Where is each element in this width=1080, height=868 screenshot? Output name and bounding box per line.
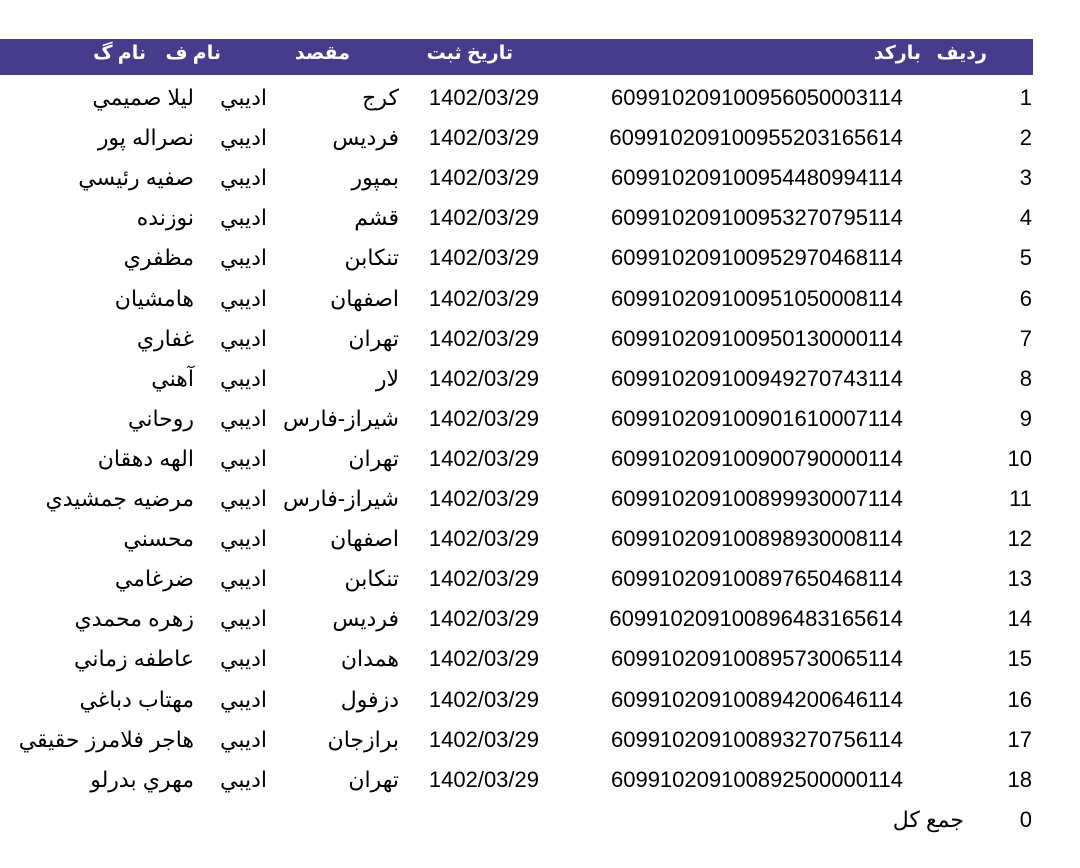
cell-destination[interactable]: بمپور (351, 165, 399, 190)
cell-last-name[interactable]: صفيه رئيسي (78, 165, 194, 190)
table-row (0, 479, 1080, 519)
cell-first-name[interactable]: اديبي (219, 125, 267, 150)
cell-last-name[interactable]: روحاني (127, 406, 194, 431)
cell-date[interactable]: 1402/03/29 (428, 526, 539, 551)
cell-last-name[interactable]: عاطفه زماني (74, 646, 194, 671)
cell-date[interactable]: 1402/03/29 (428, 486, 539, 511)
cell-first-name[interactable]: اديبي (219, 85, 267, 110)
cell-destination[interactable]: اصفهان (330, 286, 399, 311)
cell-first-name[interactable]: اديبي (219, 486, 267, 511)
cell-destination[interactable]: شيراز-فارس (283, 406, 399, 431)
cell-last-name[interactable]: ضرغامي (114, 566, 194, 591)
table-row (0, 720, 1080, 760)
cell-destination[interactable]: فرديس (332, 606, 399, 631)
cell-radif[interactable]: 6 (1019, 286, 1032, 311)
total-value[interactable]: 0 (1019, 807, 1032, 832)
cell-barcode[interactable]: 609910209100952970468114 (610, 245, 903, 270)
cell-date[interactable]: 1402/03/29 (428, 85, 539, 110)
table-row (0, 279, 1080, 319)
cell-last-name[interactable]: محسني (123, 526, 194, 551)
cell-date[interactable]: 1402/03/29 (428, 326, 539, 351)
cell-barcode[interactable]: 609910209100951050008114 (610, 286, 903, 311)
cell-first-name[interactable]: اديبي (219, 446, 267, 471)
cell-first-name[interactable]: اديبي (219, 245, 267, 270)
table-row (0, 238, 1080, 278)
cell-barcode[interactable]: 609910209100894200646114 (610, 687, 903, 712)
cell-destination[interactable]: تنكابن (344, 566, 399, 591)
header-last-name[interactable]: نام گ (93, 43, 146, 64)
cell-barcode[interactable]: 609910209100901610007114 (610, 406, 903, 431)
cell-first-name[interactable]: اديبي (219, 165, 267, 190)
cell-barcode[interactable]: 609910209100900790000114 (610, 446, 903, 471)
header-first-name[interactable]: نام ف (165, 43, 221, 64)
cell-radif[interactable]: 2 (1019, 125, 1032, 150)
cell-first-name[interactable]: اديبي (219, 566, 267, 591)
cell-radif[interactable]: 11 (1009, 486, 1032, 511)
cell-radif[interactable]: 3 (1019, 165, 1032, 190)
cell-radif[interactable]: 13 (1007, 566, 1032, 591)
cell-last-name[interactable]: ليلا صميمي (92, 85, 194, 110)
cell-radif[interactable]: 16 (1007, 687, 1032, 712)
table-row (0, 399, 1080, 439)
cell-radif[interactable]: 18 (1007, 767, 1032, 792)
header-barcode[interactable]: بارکد (873, 43, 921, 64)
total-label[interactable]: جمع کل (892, 807, 964, 832)
cell-barcode[interactable]: 609910209100897650468114 (610, 566, 903, 591)
cell-barcode[interactable]: 609910209100896483165614 (609, 606, 903, 631)
table-row (0, 760, 1080, 800)
cell-destination[interactable]: اصفهان (330, 526, 399, 551)
cell-radif[interactable]: 14 (1007, 606, 1032, 631)
cell-date[interactable]: 1402/03/29 (428, 366, 539, 391)
cell-date[interactable]: 1402/03/29 (428, 566, 539, 591)
cell-date[interactable]: 1402/03/29 (428, 646, 539, 671)
cell-destination[interactable]: دزفول (340, 687, 399, 712)
cell-first-name[interactable]: اديبي (219, 526, 267, 551)
cell-date[interactable]: 1402/03/29 (428, 286, 539, 311)
total-row (0, 800, 1080, 840)
cell-radif[interactable]: 4 (1019, 205, 1032, 230)
cell-date[interactable]: 1402/03/29 (428, 205, 539, 230)
cell-date[interactable]: 1402/03/29 (428, 245, 539, 270)
header-destination[interactable]: مقصد (294, 43, 350, 64)
cell-last-name[interactable]: الهه دهقان (97, 446, 194, 471)
cell-last-name[interactable]: آهني (151, 366, 194, 391)
cell-destination[interactable]: تهران (348, 446, 399, 471)
table-row (0, 639, 1080, 679)
table-header (0, 39, 1033, 75)
cell-barcode[interactable]: 609910209100895730065114 (610, 646, 903, 671)
header-radif[interactable]: ردیف (936, 43, 987, 64)
cell-radif[interactable]: 10 (1007, 446, 1032, 471)
cell-barcode[interactable]: 609910209100898930008114 (610, 526, 903, 551)
cell-first-name[interactable]: اديبي (219, 687, 267, 712)
cell-barcode[interactable]: 609910209100899930007114 (610, 486, 903, 511)
cell-first-name[interactable]: اديبي (219, 406, 267, 431)
table-row (0, 680, 1080, 720)
cell-destination[interactable]: برازجان (327, 727, 399, 752)
cell-date[interactable]: 1402/03/29 (428, 406, 539, 431)
table-row (0, 519, 1080, 559)
cell-radif[interactable]: 12 (1007, 526, 1032, 551)
cell-last-name[interactable]: مهتاب دباغي (79, 687, 194, 712)
cell-date[interactable]: 1402/03/29 (428, 165, 539, 190)
cell-barcode[interactable]: 609910209100950130000114 (610, 326, 903, 351)
cell-destination[interactable]: همدان (340, 646, 399, 671)
cell-destination[interactable]: فرديس (332, 125, 399, 150)
cell-date[interactable]: 1402/03/29 (428, 727, 539, 752)
cell-last-name[interactable]: هاجر فلامرز حقيقي (18, 727, 194, 752)
cell-destination[interactable]: کرج (362, 85, 399, 110)
cell-last-name[interactable]: نصراله پور (97, 125, 194, 150)
cell-date[interactable]: 1402/03/29 (428, 125, 539, 150)
cell-date[interactable]: 1402/03/29 (428, 767, 539, 792)
cell-destination[interactable]: تهران (348, 326, 399, 351)
table-row (0, 198, 1080, 238)
cell-last-name[interactable]: زهره محمدي (74, 606, 194, 631)
cell-last-name[interactable]: مهري بدرلو (90, 767, 194, 792)
cell-radif[interactable]: 8 (1019, 366, 1032, 391)
cell-radif[interactable]: 7 (1019, 326, 1032, 351)
cell-date[interactable]: 1402/03/29 (428, 687, 539, 712)
cell-last-name[interactable]: غفاري (136, 326, 194, 351)
cell-barcode[interactable]: 609910209100954480994114 (610, 165, 903, 190)
header-date[interactable]: تاریخ ثبت (426, 43, 513, 64)
cell-date[interactable]: 1402/03/29 (428, 606, 539, 631)
cell-first-name[interactable]: اديبي (219, 366, 267, 391)
table-row (0, 158, 1080, 198)
cell-last-name[interactable]: هامشيان (114, 286, 194, 311)
cell-date[interactable]: 1402/03/29 (428, 446, 539, 471)
cell-first-name[interactable]: اديبي (219, 646, 267, 671)
cell-radif[interactable]: 17 (1007, 727, 1032, 752)
cell-barcode[interactable]: 609910209100955203165614 (609, 125, 903, 150)
cell-destination[interactable]: لار (375, 366, 399, 391)
cell-barcode[interactable]: 609910209100892500000114 (610, 767, 903, 792)
cell-barcode[interactable]: 609910209100893270756114 (610, 727, 903, 752)
cell-first-name[interactable]: اديبي (219, 326, 267, 351)
cell-destination[interactable]: قشم (354, 205, 399, 230)
cell-destination[interactable]: تنكابن (344, 245, 399, 270)
cell-radif[interactable]: 15 (1007, 646, 1032, 671)
cell-barcode[interactable]: 609910209100956050003114 (610, 85, 903, 110)
cell-destination[interactable]: تهران (348, 767, 399, 792)
table-row (0, 359, 1080, 399)
cell-radif[interactable]: 1 (1019, 85, 1032, 110)
table-row (0, 118, 1080, 158)
cell-radif[interactable]: 9 (1019, 406, 1032, 431)
cell-barcode[interactable]: 609910209100949270743114 (610, 366, 903, 391)
cell-first-name[interactable]: اديبي (219, 205, 267, 230)
table-row (0, 439, 1080, 479)
cell-last-name[interactable]: مظفري (123, 245, 194, 270)
cell-destination[interactable]: شيراز-فارس (283, 486, 399, 511)
cell-barcode[interactable]: 609910209100953270795114 (610, 205, 903, 230)
cell-radif[interactable]: 5 (1019, 245, 1032, 270)
cell-first-name[interactable]: اديبي (219, 727, 267, 752)
cell-last-name[interactable]: نوزنده (136, 205, 194, 230)
table-row (0, 559, 1080, 599)
cell-first-name[interactable]: اديبي (219, 286, 267, 311)
cell-first-name[interactable]: اديبي (219, 606, 267, 631)
table-row (0, 599, 1080, 639)
cell-first-name[interactable]: اديبي (219, 767, 267, 792)
table-row (0, 78, 1080, 118)
table-row (0, 319, 1080, 359)
cell-last-name[interactable]: مرضيه جمشيدي (45, 486, 194, 511)
